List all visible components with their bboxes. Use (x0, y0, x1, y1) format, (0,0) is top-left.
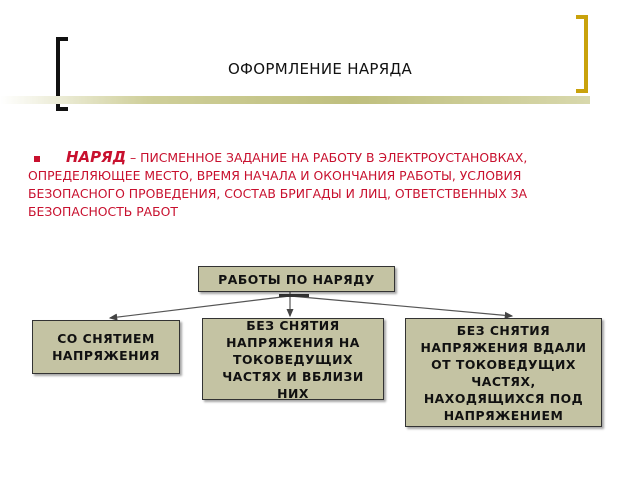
child-label-3: БЕЗ СНЯТИЯ НАПРЯЖЕНИЯ ВДАЛИ ОТ ТОКОВЕДУЩИХ ЧАСТЯХ, НАХОДЯЩИХСЯ ПОД НАПРЯЖЕНИЕМ (420, 322, 587, 423)
child-label-1: СО СНЯТИЕМ НАПРЯЖЕНИЯ (52, 331, 160, 363)
child-box-2 (202, 318, 384, 400)
root-label: РАБОТЫ ПО НАРЯДУ (218, 271, 375, 287)
slide-title: ОФОРМЛЕНИЕ НАРЯДА (227, 60, 413, 78)
definition-term: НАРЯД (66, 148, 127, 166)
definition-text: – ПИСМЕННОЕ ЗАДАНИЕ НА РАБОТУ В ЭЛЕКТРОУСТАНОВКАХ, ОПРЕДЕЛЯЮЩЕЕ МЕСТО, ВРЕМЯ НАЧАЛА И ОКОНЧАНИЯ РАБОТЫ, УСЛОВИЯ БЕЗОПАСНОГО ПРОВЕДЕНИЯ, СОСТАВ БРИГАДЫ И ЛИЦ, ОТВЕТСТВЕННЫХ ЗА БЕЗОПАСНОСТЬ РАБОТ (28, 150, 528, 219)
connector-right (290, 296, 512, 316)
child-label-2: БЕЗ СНЯТИЯ НАПРЯЖЕНИЯ НА ТОКОВЕДУЩИХ ЧАСТЯХ И ВБЛИЗИ НИХ (222, 317, 364, 401)
child-box-1 (32, 320, 180, 374)
root-box (198, 266, 395, 292)
connector-left (110, 296, 290, 318)
connector-junction (279, 294, 309, 297)
child-box-3 (405, 318, 602, 427)
